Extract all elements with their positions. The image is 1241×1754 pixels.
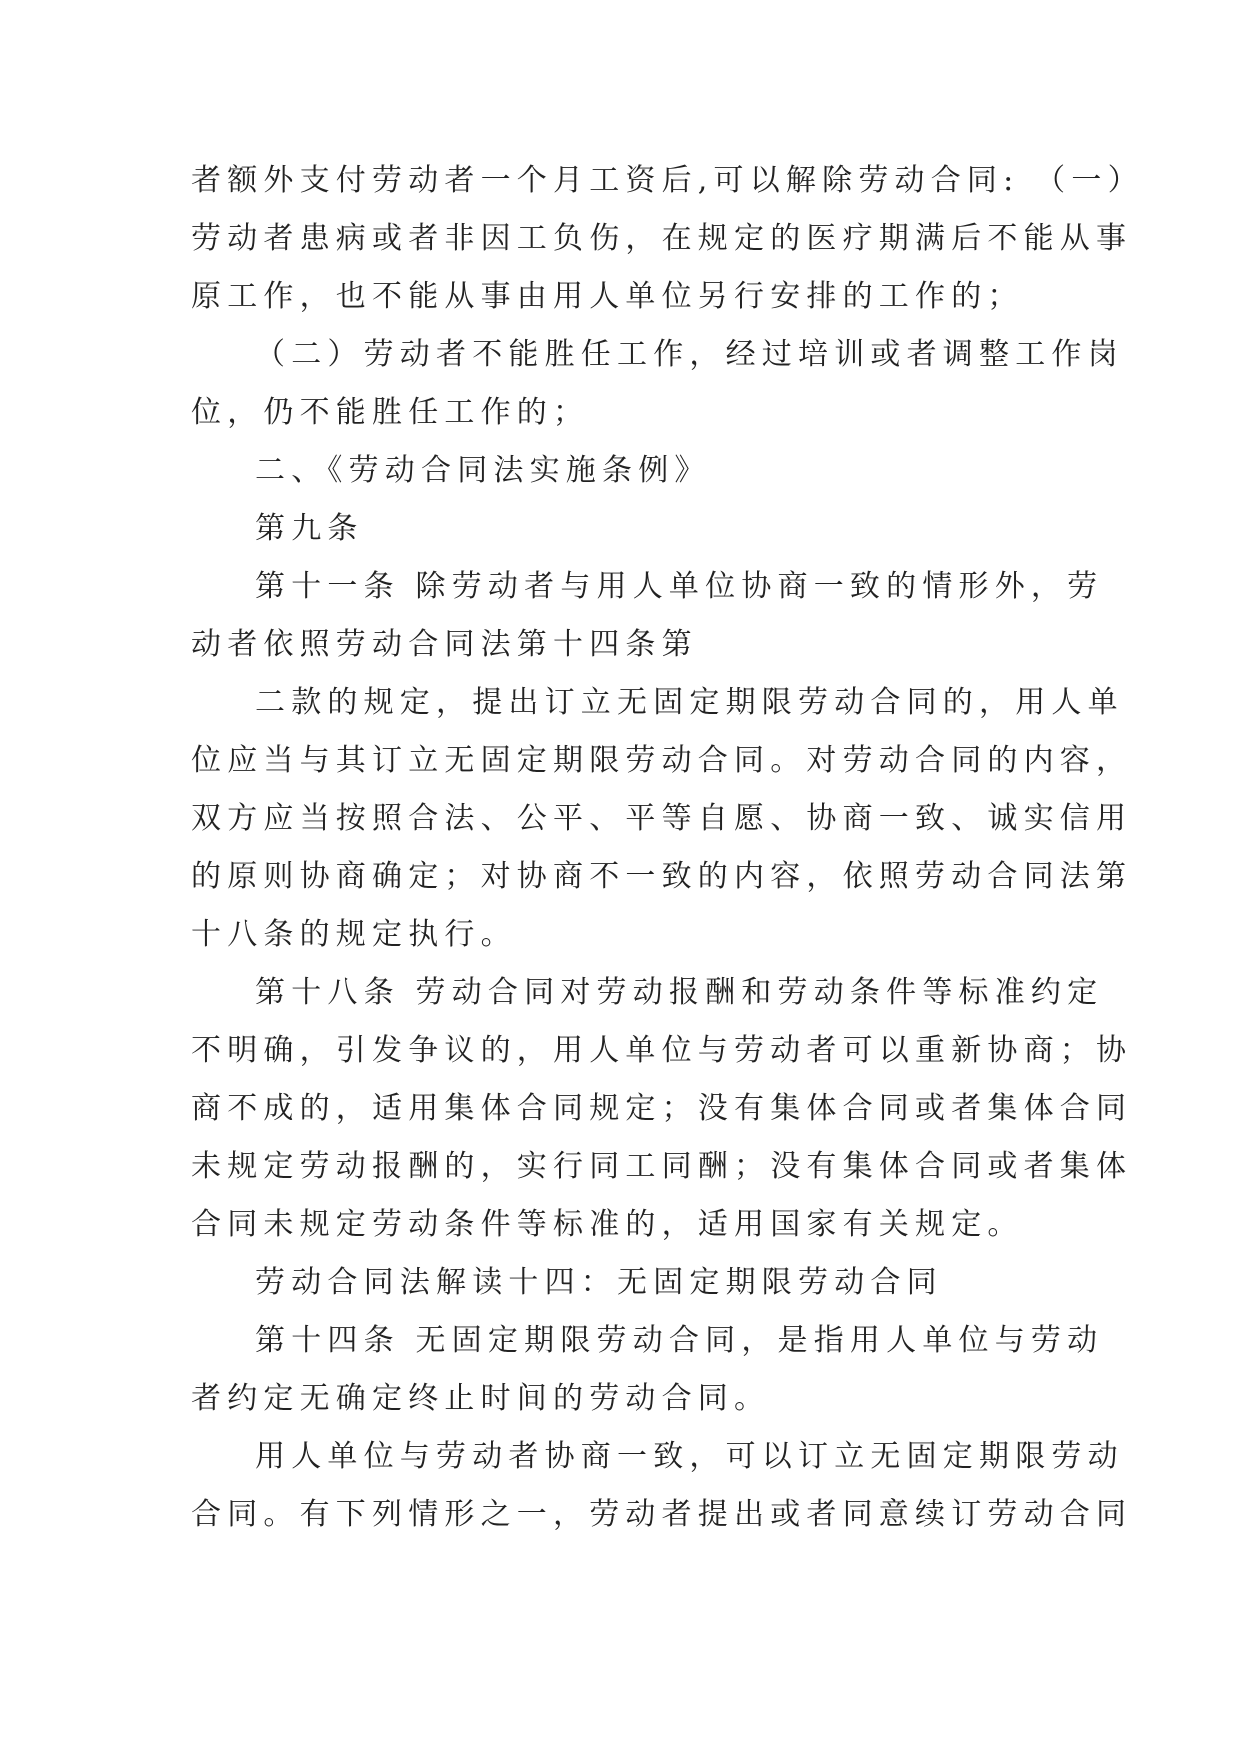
text-line: 不明确，引发争议的，用人单位与劳动者可以重新协商；协	[191, 1033, 1133, 1068]
text-line: 二款的规定，提出订立无固定期限劳动合同的，用人单	[255, 685, 1124, 720]
text-line: 用人单位与劳动者协商一致，可以订立无固定期限劳动	[255, 1439, 1124, 1474]
text-line: 二、《劳动合同法实施条例》	[255, 453, 711, 488]
text-line: 劳动者患病或者非因工负伤，在规定的医疗期满后不能从事	[191, 221, 1133, 256]
text-line: 位，仍不能胜任工作的；	[191, 395, 590, 430]
text-line: 的原则协商确定；对协商不一致的内容，依照劳动合同法第	[191, 859, 1133, 894]
text-line: 劳动合同法解读十四：无固定期限劳动合同	[255, 1265, 943, 1300]
text-line: （二）劳动者不能胜任工作，经过培训或者调整工作岗	[255, 337, 1124, 372]
text-line: 双方应当按照合法、公平、平等自愿、协商一致、诚实信用	[191, 801, 1133, 836]
text-line: 十八条的规定执行。	[191, 917, 517, 952]
text-line: 未规定劳动报酬的，实行同工同酬；没有集体合同或者集体	[191, 1149, 1133, 1184]
text-line: 合同未规定劳动条件等标准的，适用国家有关规定。	[191, 1207, 1024, 1242]
text-line: 第十四条 无固定期限劳动合同，是指用人单位与劳动	[255, 1323, 1104, 1358]
text-line: 者约定无确定终止时间的劳动合同。	[191, 1381, 771, 1416]
text-line: 合同。有下列情形之一，劳动者提出或者同意续订劳动合同	[191, 1497, 1133, 1532]
text-line: 原工作，也不能从事由用人单位另行安排的工作的；	[191, 279, 1024, 314]
text-line: 商不成的，适用集体合同规定；没有集体合同或者集体合同	[191, 1091, 1133, 1126]
text-line: 第九条	[255, 511, 364, 546]
document-body	[191, 152, 1144, 1544]
text-line: 者额外支付劳动者一个月工资后,可以解除劳动合同: （一）	[191, 163, 1144, 198]
text-line: 第十一条 除劳动者与用人单位协商一致的情形外，劳	[255, 569, 1104, 604]
text-line: 第十八条 劳动合同对劳动报酬和劳动条件等标准约定	[255, 975, 1104, 1010]
text-line: 动者依照劳动合同法第十四条第	[191, 627, 698, 662]
text-line: 位应当与其订立无固定期限劳动合同。对劳动合同的内容，	[191, 743, 1133, 778]
